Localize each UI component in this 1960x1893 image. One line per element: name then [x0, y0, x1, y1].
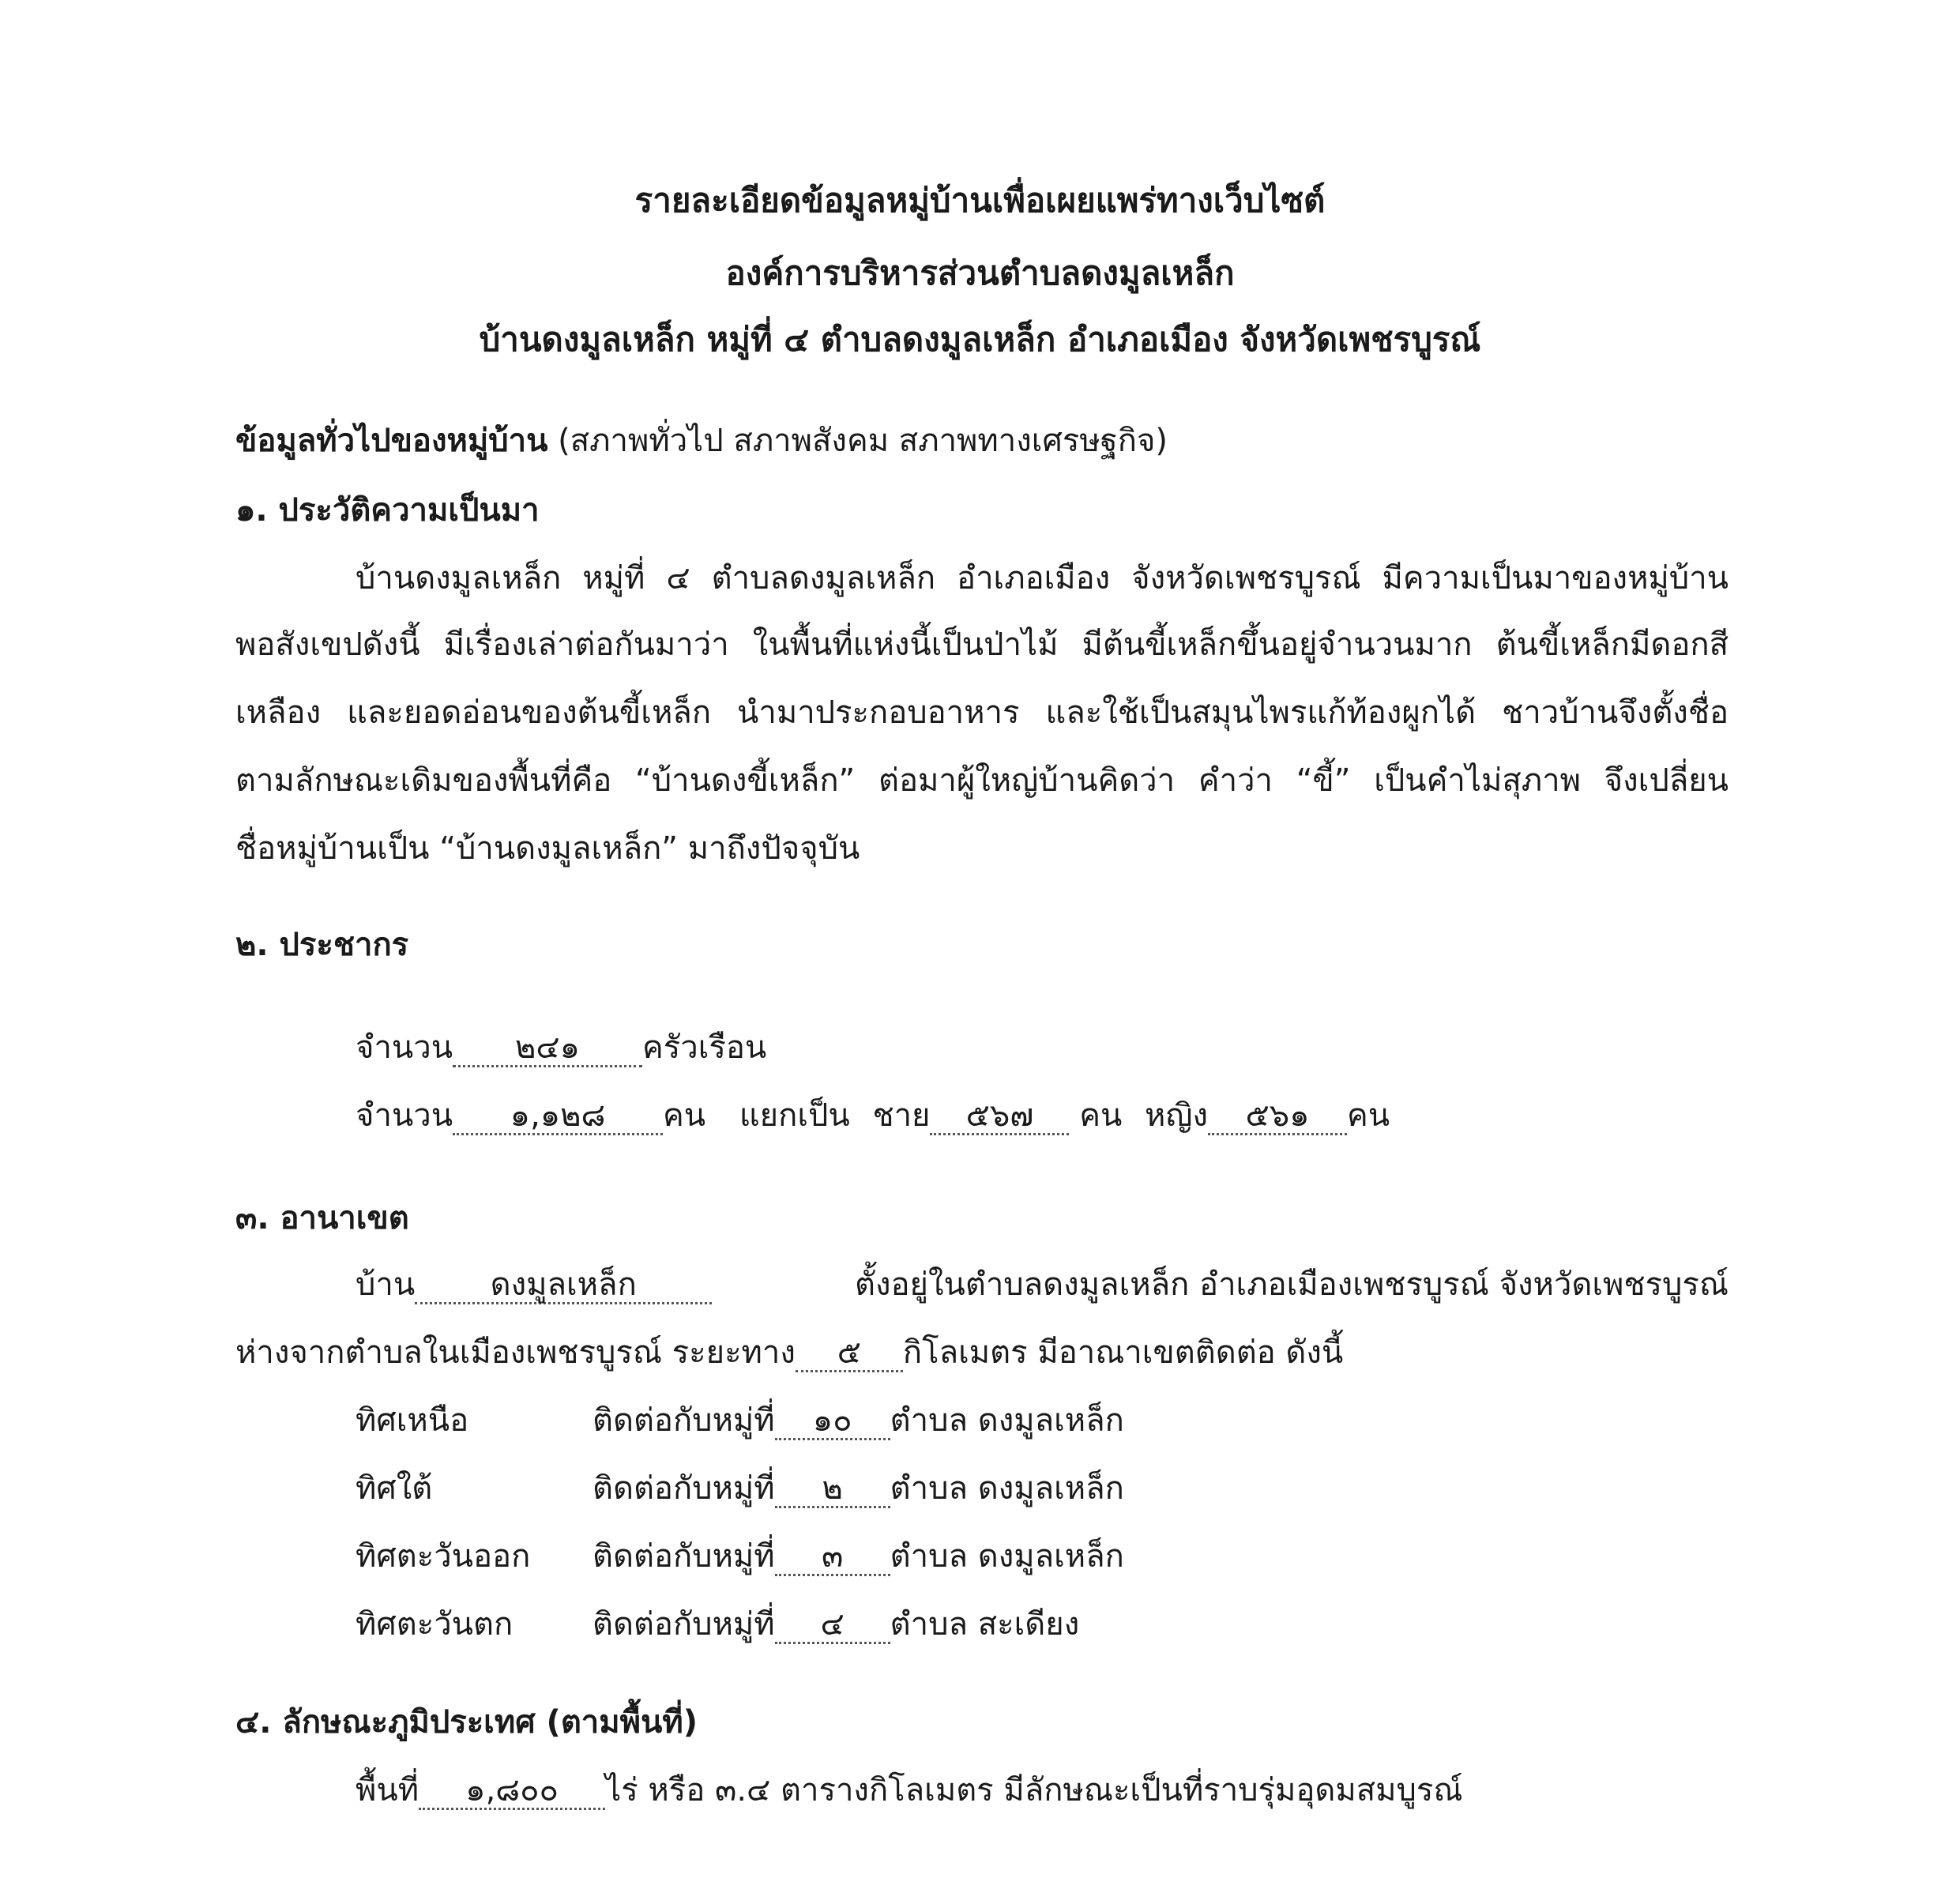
- village-label: บ้าน: [356, 1266, 416, 1303]
- history-line-2: พอสังเขปดังนี้ มีเรื่องเล่าต่อกันมาว่า ในพื้นที่แห่งนี้เป็นป่าไม้ มีต้นขี้เหล็กขึ้นอยู่จำนวนมาก ต้นขี้เหล็กมีดอกสี: [235, 627, 1729, 663]
- female-value: ๕๖๑: [1208, 1098, 1347, 1135]
- distance-value: ๕: [796, 1335, 903, 1372]
- border-direction: ทิศตะวันตก: [356, 1606, 514, 1643]
- male-label: ชาย: [872, 1097, 931, 1134]
- female-label: หญิง: [1145, 1097, 1209, 1134]
- border-direction: ทิศใต้: [356, 1470, 433, 1507]
- area-value: ๑,๘๐๐: [419, 1773, 605, 1810]
- history-heading: ๑. ประวัติความเป็นมา: [235, 492, 540, 529]
- border-direction: ทิศเหนือ: [356, 1402, 469, 1439]
- title-line-2: องค์การบริหารส่วนตำบลดงมูลเหล็ก: [725, 254, 1235, 292]
- border-label: ติดต่อกับหมู่ที่: [593, 1402, 775, 1439]
- population-heading: ๒. ประชากร: [235, 927, 409, 963]
- terrain-area-line: [356, 1770, 1463, 1811]
- border-row: [356, 1400, 1124, 1441]
- general-info-heading: ข้อมูลทั่วไปของหมู่บ้าน: [235, 423, 548, 459]
- border-subdistrict: ตำบล สะเดียง: [890, 1606, 1080, 1643]
- history-line-1: บ้านดงมูลเหล็ก หมู่ที่ ๔ ตำบลดงมูลเหล็ก อำเภอเมือง จังหวัดเพชรบูรณ์ มีความเป็นมาของหมู่บ้าน: [356, 560, 1729, 597]
- border-row: [356, 1604, 1079, 1645]
- title-line-3: บ้านดงมูลเหล็ก หมู่ที่ ๔ ตำบลดงมูลเหล็ก อำเภอเมือง จังหวัดเพชรบูรณ์: [479, 320, 1481, 359]
- village-value: ดงมูลเหล็ก: [415, 1267, 712, 1304]
- territory-heading: ๓. อานาเขต: [235, 1200, 409, 1236]
- border-row: [356, 1468, 1124, 1509]
- border-village-no: ๓: [775, 1539, 890, 1576]
- village-location-text: ตั้งอยู่ในตำบลดงมูลเหล็ก อำเภอเมืองเพชรบูรณ์ จังหวัดเพชรบูรณ์: [855, 1266, 1729, 1303]
- border-village-no: ๑๐: [775, 1403, 890, 1440]
- border-label: ติดต่อกับหมู่ที่: [593, 1606, 775, 1643]
- border-direction: ทิศตะวันออก: [356, 1538, 531, 1575]
- distance-prefix: ห่างจากตำบลในเมืองเพชรบูรณ์ ระยะทาง: [235, 1334, 796, 1371]
- split-label: แยกเป็น: [739, 1097, 850, 1134]
- territory-village-line: [356, 1264, 1729, 1305]
- border-subdistrict: ตำบล ดงมูลเหล็ก: [890, 1538, 1124, 1575]
- male-unit: คน: [1079, 1097, 1123, 1134]
- border-label: ติดต่อกับหมู่ที่: [593, 1470, 775, 1507]
- border-subdistrict: ตำบล ดงมูลเหล็ก: [890, 1470, 1124, 1507]
- households-line: [356, 1027, 766, 1068]
- border-village-no: ๒: [775, 1471, 890, 1508]
- border-label: ติดต่อกับหมู่ที่: [593, 1538, 775, 1575]
- general-info-subheading: (สภาพทั่วไป สภาพสังคม สภาพทางเศรษฐกิจ): [547, 423, 1168, 459]
- households-label: จำนวน: [356, 1029, 453, 1066]
- border-village-no: ๔: [775, 1607, 890, 1644]
- people-unit: คน: [663, 1097, 706, 1134]
- border-subdistrict: ตำบล ดงมูลเหล็ก: [890, 1402, 1124, 1439]
- title-line-1: รายละเอียดข้อมูลหมู่บ้านเพื่อเผยแพร่ทางเว็บไซต์: [634, 181, 1326, 220]
- history-line-5: ชื่อหมู่บ้านเป็น “บ้านดงมูลเหล็ก” มาถึงปัจจุบัน: [235, 830, 860, 867]
- history-line-4: ตามลักษณะเดิมของพื้นที่คือ “บ้านดงขี้เหล็ก” ต่อมาผู้ใหญ่บ้านคิดว่า คำว่า “ขี้” เป็นคำไม่สุภาพ จึงเปลี่ยน: [235, 762, 1729, 799]
- territory-distance-line: [235, 1332, 1343, 1373]
- male-value: ๕๖๗: [930, 1098, 1069, 1135]
- border-row: [356, 1536, 1124, 1577]
- terrain-heading: ๔. ลักษณะภูมิประเทศ (ตามพื้นที่): [235, 1704, 698, 1741]
- people-value: ๑,๑๒๘: [453, 1098, 663, 1135]
- households-value: ๒๔๑: [453, 1030, 642, 1067]
- village-field: [356, 1264, 712, 1305]
- people-label: จำนวน: [356, 1097, 453, 1134]
- area-label: พื้นที่: [356, 1772, 419, 1808]
- area-suffix: ไร่ หรือ ๓.๔ ตารางกิโลเมตร มีลักษณะเป็นที่ราบรุ่มอุดมสมบูรณ์: [605, 1772, 1463, 1808]
- female-unit: คน: [1347, 1097, 1390, 1134]
- history-line-3: เหลือง และยอดอ่อนของต้นขี้เหล็ก นำมาประกอบอาหาร และใช้เป็นสมุนไพรแก้ท้องผูกได้ ชาวบ้านจึงตั้งชื่อ: [235, 694, 1729, 731]
- distance-suffix: กิโลเมตร มีอาณาเขตติดต่อ ดังนี้: [902, 1334, 1344, 1371]
- people-line: [356, 1095, 1390, 1136]
- households-unit: ครัวเรือน: [642, 1029, 767, 1066]
- general-info-line: [235, 420, 1168, 461]
